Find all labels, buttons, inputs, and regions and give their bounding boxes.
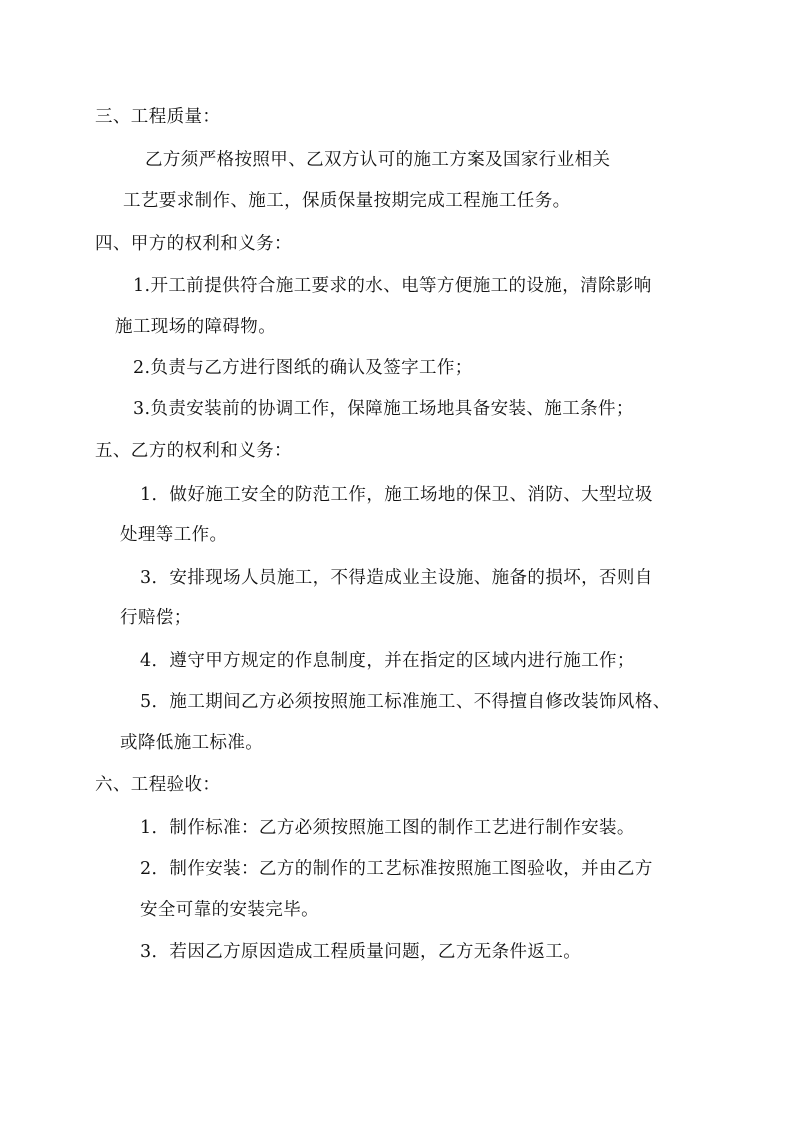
section-heading-party-a: 四、甲方的权利和义务： [95,234,292,254]
list-item: 3．安排现场人员施工，不得造成业主设施、施备的损坏，否则自 [140,568,653,588]
list-item: 1．做好施工安全的防范工作，施工场地的保卫、消防、大型垃圾 [140,485,653,505]
list-item: 3.负责安装前的协调工作，保障施工场地具备安装、施工条件； [133,399,634,419]
list-item-continuation: 安全可靠的安装完毕。 [140,900,319,920]
list-item-continuation: 或降低施工标准。 [120,733,264,753]
section-heading-quality: 三、工程质量： [95,107,221,127]
paragraph-line: 乙方须严格按照甲、乙双方认可的施工方案及国家行业相关 [145,150,611,170]
list-item: 4．遵守甲方规定的作息制度，并在指定的区域内进行施工作； [140,651,635,671]
section-heading-acceptance: 六、工程验收： [95,775,221,795]
list-item: 2.负责与乙方进行图纸的确认及签字工作； [133,358,473,378]
list-item: 1.开工前提供符合施工要求的水、电等方便施工的设施，清除影响 [133,276,652,296]
list-item: 5．施工期间乙方必须按照施工标准施工、不得擅自修改装饰风格、 [140,692,671,712]
paragraph-line: 工艺要求制作、施工，保质保量按期完成工程施工任务。 [123,191,571,211]
section-heading-party-b: 五、乙方的权利和义务： [95,441,292,461]
list-item-continuation: 行赔偿； [120,608,192,628]
list-item: 3．若因乙方原因造成工程质量问题，乙方无条件返工。 [140,942,582,962]
list-item: 1．制作标准：乙方必须按照施工图的制作工艺进行制作安装。 [140,818,635,838]
list-item: 2．制作安装：乙方的制作的工艺标准按照施工图验收，并由乙方 [140,859,653,879]
list-item-continuation: 处理等工作。 [120,525,228,545]
list-item-continuation: 施工现场的障碍物。 [115,317,277,337]
